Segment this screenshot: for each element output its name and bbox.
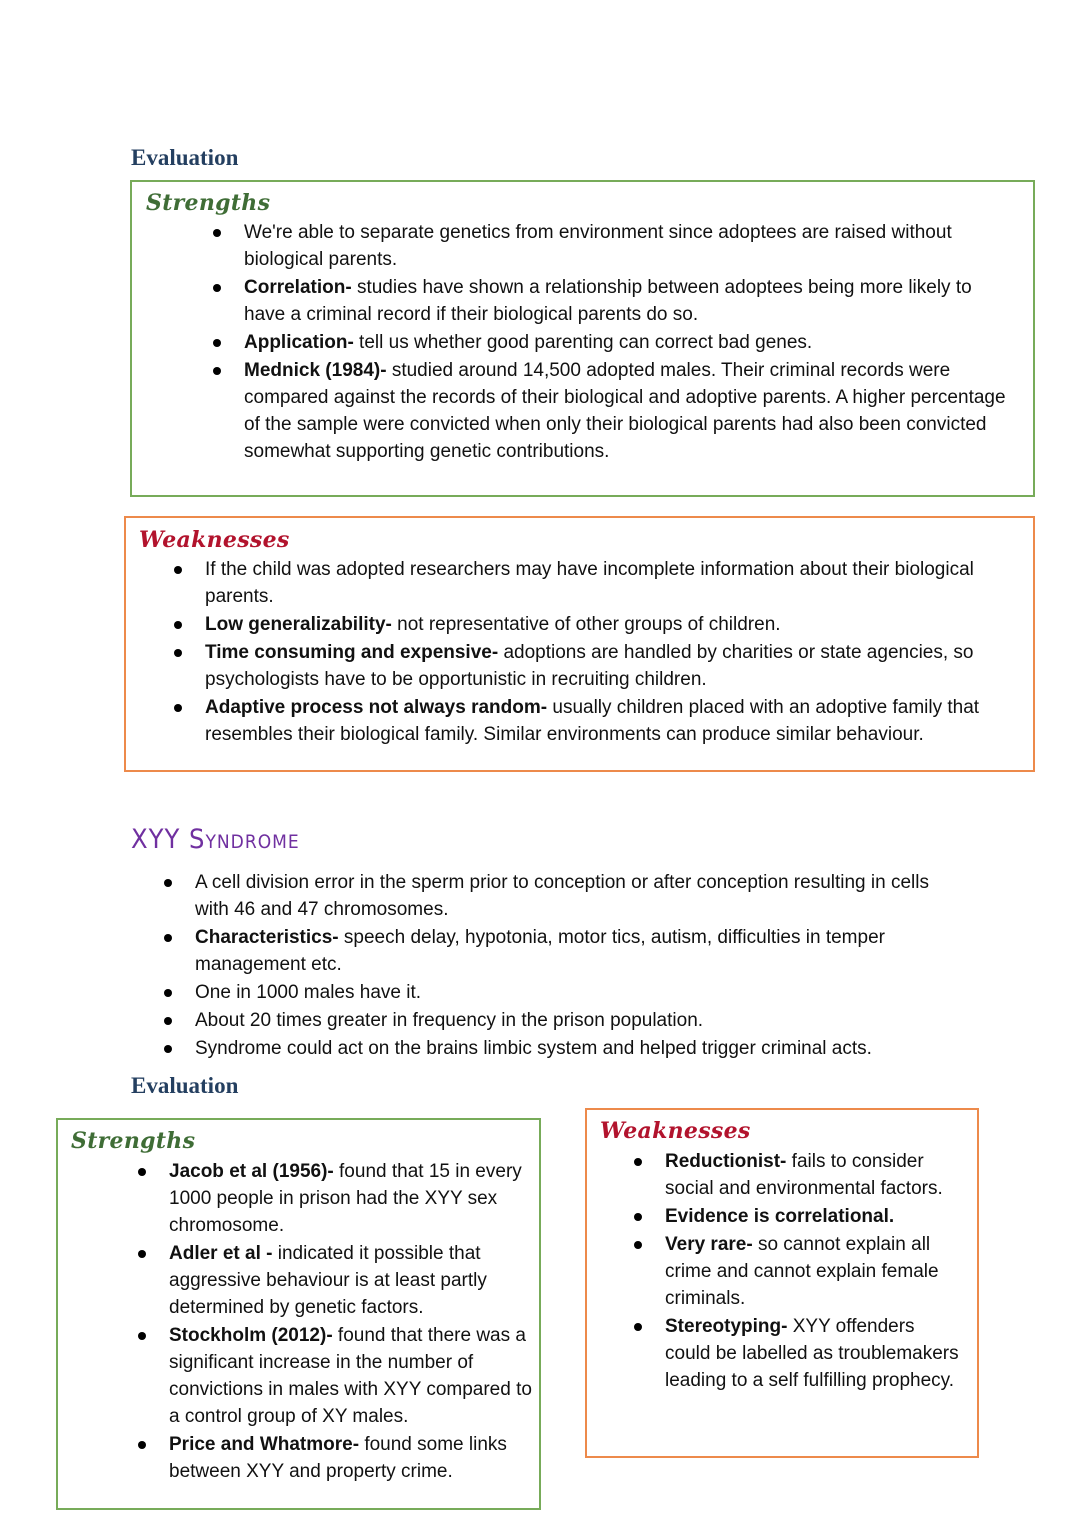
- xyy-list: [195, 869, 955, 1063]
- item-text: A cell division error in the sperm prior to conception or after conception resulting in cells with 46 and 47 chromosomes.: [195, 872, 929, 920]
- list-item: [169, 1322, 534, 1430]
- item-bold-lead: Adaptive process not always random-: [205, 697, 548, 718]
- item-text: adoptions are handled by charities or state agencies, so psychologists have to be opportunistic in recruiting children.: [205, 642, 974, 690]
- list-item: [169, 1431, 534, 1485]
- item-bold-lead: Very rare-: [665, 1234, 753, 1255]
- list-item: [169, 1240, 534, 1321]
- list-item: [169, 1158, 534, 1239]
- item-text: usually children placed with an adoptive family that resembles their biological family. Similar environments can produce similar behaviour.: [205, 697, 980, 745]
- item-bold-lead: Adler et al -: [169, 1243, 273, 1264]
- item-text: studies have shown a relationship between adoptees being more likely to have a criminal record if their biological parents do so.: [244, 277, 972, 325]
- weaknesses-box-2: [585, 1108, 979, 1458]
- item-text: If the child was adopted researchers may have incomplete information about their biological parents.: [205, 559, 974, 607]
- item-bold-lead: Evidence is correlational.: [665, 1206, 895, 1227]
- item-text: One in 1000 males have it.: [195, 982, 422, 1003]
- list-item: [665, 1313, 965, 1394]
- item-bold-lead: Low generalizability-: [205, 614, 392, 635]
- list-item: [244, 357, 1014, 465]
- item-bold-lead: Jacob et al (1956)-: [169, 1161, 334, 1182]
- item-text: XYY offenders could be labelled as troublemakers leading to a self fulfilling prophecy.: [665, 1316, 959, 1391]
- item-text: indicated it possible that aggressive behaviour is at least partly determined by genetic factors.: [169, 1243, 487, 1318]
- item-text: tell us whether good parenting can correct bad genes.: [353, 332, 813, 353]
- strengths-box-2: [56, 1118, 541, 1510]
- list-item: [665, 1203, 965, 1230]
- list-item: [195, 1035, 955, 1062]
- item-text: We're able to separate genetics from environment since adoptees are raised without biological parents.: [244, 222, 952, 270]
- item-bold-lead: Stockholm (2012)-: [169, 1325, 333, 1346]
- item-text: fails to consider social and environmental factors.: [665, 1151, 943, 1199]
- xyy-syndrome-title: XYY Syndrome: [131, 824, 300, 855]
- list-item: [195, 979, 955, 1006]
- item-bold-lead: Application-: [244, 332, 354, 353]
- item-text: not representative of other groups of children.: [391, 614, 781, 635]
- list-item: [244, 219, 1014, 273]
- item-bold-lead: Price and Whatmore-: [169, 1434, 360, 1455]
- item-text: found some links between XYY and property crime.: [169, 1434, 507, 1482]
- item-text: About 20 times greater in frequency in the prison population.: [195, 1010, 704, 1031]
- item-text: so cannot explain all crime and cannot explain female criminals.: [665, 1234, 939, 1309]
- list-item: [195, 924, 955, 978]
- item-bold-lead: Stereotyping-: [665, 1316, 788, 1337]
- evaluation-heading-1: Evaluation: [131, 145, 239, 170]
- strengths-title-2: Strengths: [71, 1128, 196, 1154]
- list-item: [665, 1231, 965, 1312]
- list-item: [205, 639, 1025, 693]
- weaknesses-box-1: [124, 516, 1035, 772]
- list-item: [205, 611, 1025, 638]
- list-item: [665, 1148, 965, 1202]
- list-item: [195, 869, 955, 923]
- weaknesses-list-1: [205, 556, 1025, 749]
- item-bold-lead: Mednick (1984)-: [244, 360, 387, 381]
- item-text: Syndrome could act on the brains limbic system and helped trigger criminal acts.: [195, 1038, 872, 1059]
- strengths-list-1: [244, 219, 1014, 466]
- list-item: [205, 556, 1025, 610]
- item-bold-lead: Correlation-: [244, 277, 352, 298]
- list-item: [244, 329, 1014, 356]
- strengths-box-1: [130, 180, 1035, 497]
- item-bold-lead: Reductionist-: [665, 1151, 787, 1172]
- list-item: [195, 1007, 955, 1034]
- list-item: [244, 274, 1014, 328]
- strengths-title-1: Strengths: [146, 190, 271, 216]
- item-text: studied around 14,500 adopted males. Their criminal records were compared against the records of their biological and adoptive parents. A higher percentage of the sample were convicted when only their biological parents had also been convicted somewhat supporting genetic contributions.: [244, 360, 1006, 462]
- item-bold-lead: Time consuming and expensive-: [205, 642, 499, 663]
- weaknesses-title-1: Weaknesses: [139, 527, 290, 553]
- item-text: found that there was a significant increase in the number of convictions in males with XYY compared to a control group of XY males.: [169, 1325, 532, 1427]
- item-text: found that 15 in every 1000 people in prison had the XYY sex chromosome.: [169, 1161, 522, 1236]
- item-text: speech delay, hypotonia, motor tics, autism, difficulties in temper management etc.: [195, 927, 885, 975]
- strengths-list-2: [169, 1158, 534, 1486]
- weaknesses-title-2: Weaknesses: [600, 1118, 751, 1144]
- list-item: [205, 694, 1025, 748]
- item-bold-lead: Characteristics-: [195, 927, 339, 948]
- weaknesses-list-2: [665, 1148, 965, 1395]
- evaluation-heading-2: Evaluation: [131, 1073, 239, 1098]
